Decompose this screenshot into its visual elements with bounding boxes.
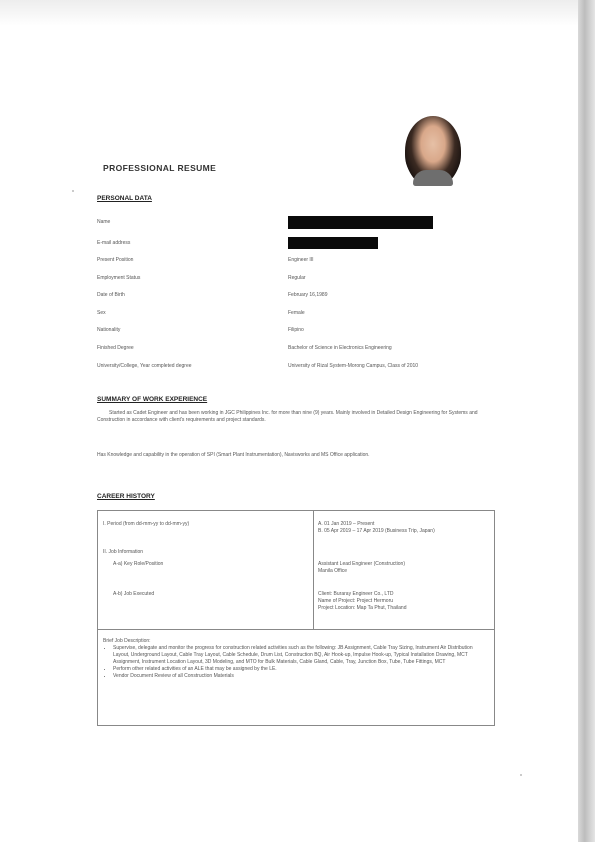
duty-item: • Perform other related activities of an ALE that may be assigned by the LE. bbox=[113, 666, 489, 673]
client-value: Client: Buraray Engineer Co., LTD bbox=[318, 591, 394, 597]
period-a: A. 01 Jan 2019 – Present bbox=[318, 521, 375, 527]
career-right-cell bbox=[314, 511, 495, 630]
brief-description-label: Brief Job Description: bbox=[103, 638, 151, 644]
email-label: E-mail address bbox=[97, 240, 131, 246]
summary-paragraph-1: Started as Cadet Engineer and has been working in JGC Philippines Inc. for more than nine (9) years. Mainly involved in Detailed Design Engineering for Systems and Construction in accordance with client's requirements and project standards. bbox=[97, 410, 478, 423]
name-label: Name bbox=[97, 219, 111, 225]
office-value: Manila Office bbox=[318, 568, 348, 574]
duties-list bbox=[103, 645, 489, 680]
scan-speck bbox=[72, 190, 74, 192]
role-value: Assistant Lead Engineer (Construction) bbox=[318, 561, 405, 567]
page-edge-shadow bbox=[578, 0, 595, 842]
email-redaction bbox=[288, 237, 378, 249]
job-description-cell bbox=[98, 630, 495, 726]
summary-heading: SUMMARY OF WORK EXPERIENCE bbox=[97, 396, 208, 403]
page-top-shadow bbox=[0, 0, 578, 26]
university-value: University of Rizal System-Morong Campus, Class of 2010 bbox=[288, 363, 419, 369]
career-history-table bbox=[97, 510, 495, 726]
dob-label: Date of Birth bbox=[97, 292, 125, 298]
career-left-cell bbox=[98, 511, 314, 630]
career-heading: CAREER HISTORY bbox=[97, 493, 155, 500]
project-location-value: Project Location: Map Ta Phut, Thailand bbox=[318, 605, 407, 611]
position-label: Present Position bbox=[97, 257, 134, 263]
nationality-label: Nationality bbox=[97, 327, 121, 333]
duty-item: • Vendor Document Review of all Construction Materials bbox=[113, 673, 489, 680]
dob-value: February 16,1989 bbox=[288, 292, 328, 298]
job-executed-label: A-b) Job Executed bbox=[113, 591, 155, 597]
duty-item: • Supervise, delegate and monitor the progress for construction related activities such as the following: JB Assignment, Cable Tray Sizing, Instrument Air Distribution Layout, Underground Layout, Cable Tray Layout, Cable Schedule, Drum List, Construction BQ, Air Hook-up, Impulse Hook-up, Typical Installation Drawing, MCT Assignment, Instrument Location Layout, 3D Modeling, and MTO for Bulk Materials, Cable Gland, Cable, Tray, Junction Box, Tube, Tube Fittings, MCT bbox=[113, 645, 489, 666]
employment-status-value: Regular bbox=[288, 275, 306, 281]
role-label: A-a) Key Role/Position bbox=[113, 561, 164, 567]
project-name-value: Name of Project: Project Hermoru bbox=[318, 598, 394, 604]
summary-paragraph-2: Has Knowledge and capability in the operation of SPI (Smart Plant Instrumentation), Navisworks and MS Office application. bbox=[97, 452, 370, 458]
degree-value: Bachelor of Science in Electronics Engineering bbox=[288, 345, 392, 351]
personal-data-heading: PERSONAL DATA bbox=[97, 195, 152, 202]
sex-value: Female bbox=[288, 310, 305, 316]
document-title: PROFESSIONAL RESUME bbox=[103, 163, 217, 173]
job-info-label: II. Job Information bbox=[103, 549, 144, 555]
period-b: B. 05 Apr 2019 – 17 Apr 2019 (Business Trip, Japan) bbox=[318, 528, 435, 534]
period-label: I. Period (from dd-mm-yy to dd-mm-yy) bbox=[103, 521, 190, 527]
university-label: University/College, Year completed degree bbox=[97, 363, 192, 369]
sex-label: Sex bbox=[97, 310, 106, 316]
degree-label: Finished Degree bbox=[97, 345, 134, 351]
employment-status-label: Employment Status bbox=[97, 275, 141, 281]
position-value: Engineer III bbox=[288, 257, 314, 263]
scan-speck bbox=[520, 774, 522, 776]
nationality-value: Filipino bbox=[288, 327, 304, 333]
name-redaction bbox=[288, 216, 433, 229]
profile-photo-shirt bbox=[413, 170, 453, 186]
